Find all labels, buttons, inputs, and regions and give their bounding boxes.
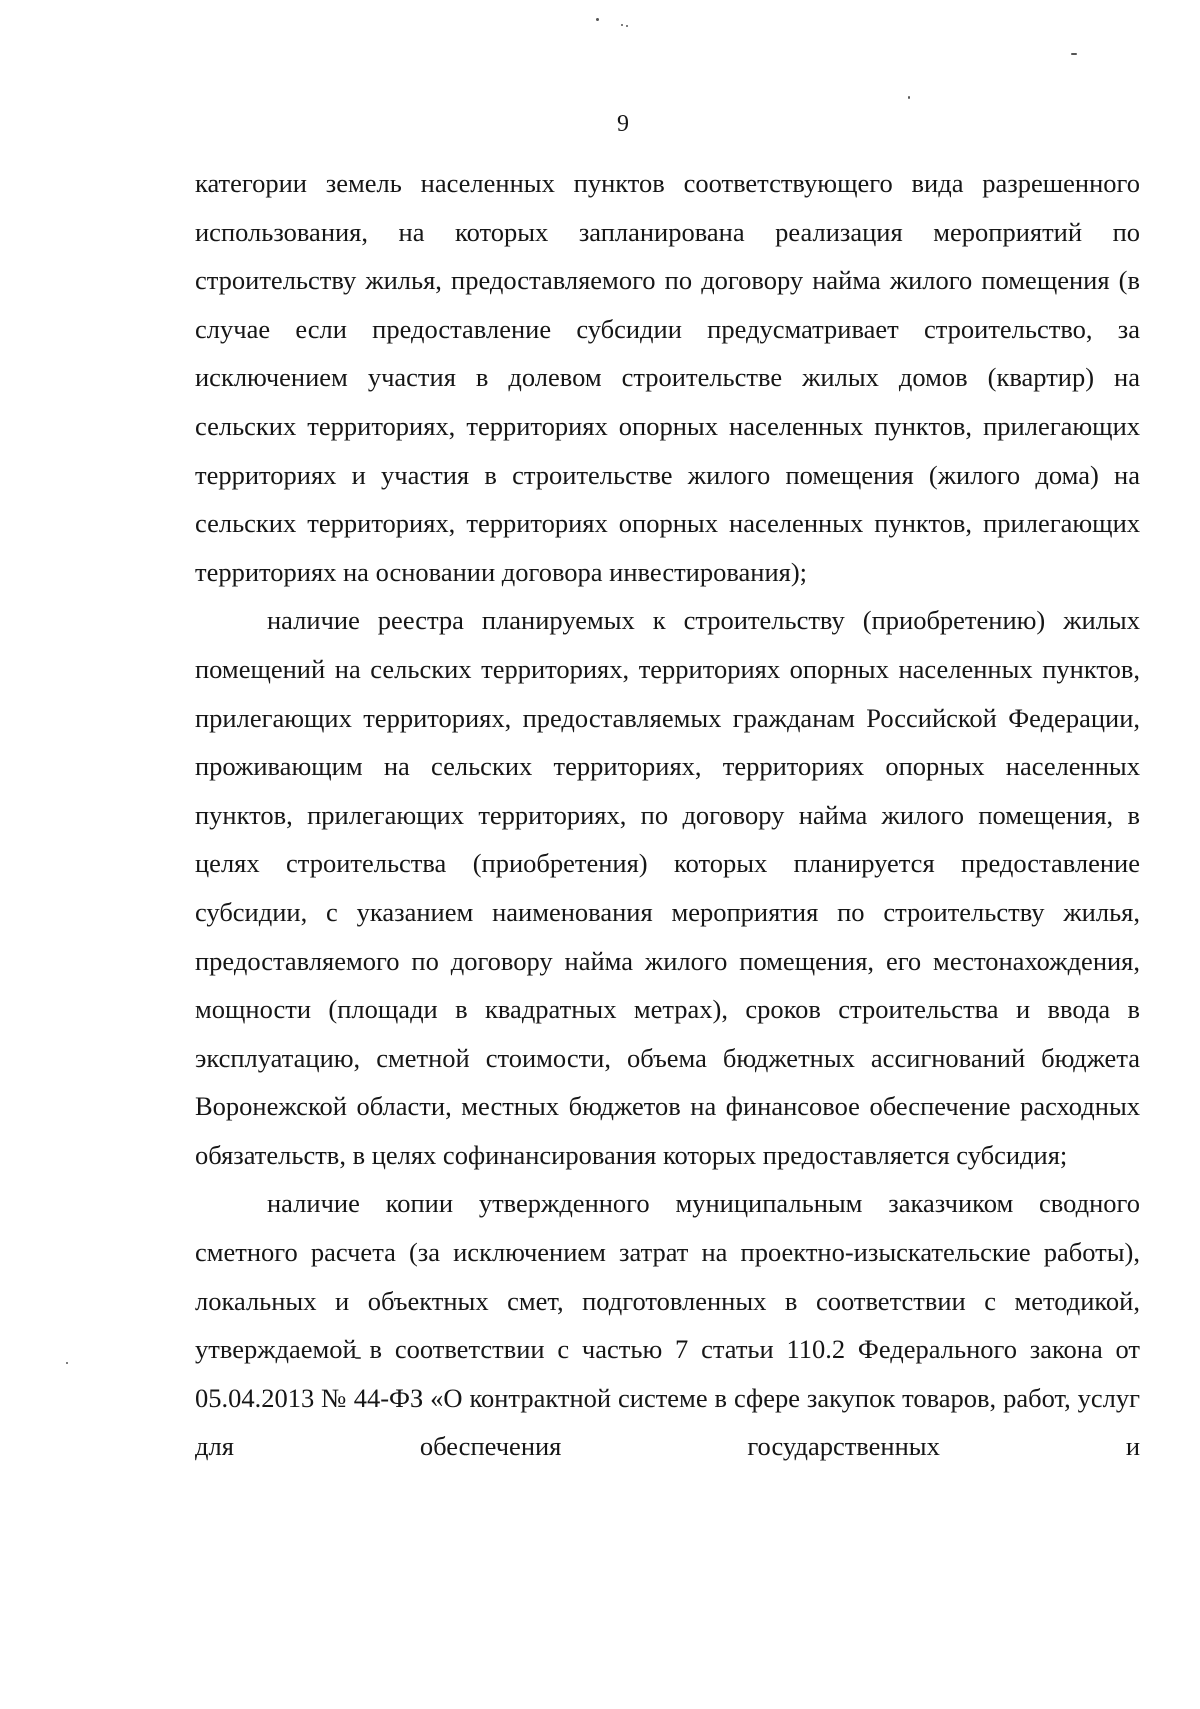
scan-speck — [626, 25, 628, 27]
scan-speck — [66, 1362, 68, 1364]
scan-speck — [908, 96, 910, 99]
paragraph-housing-registry: наличие реестра планируемых к строительству (приобретению) жилых помещений на сельских территориях, территориях опорных населенных пунктов, прилегающих территориях, предоставляемых гражданам Российской Федерации, проживающим на сельских территориях, территориях опорных населенных пунктов, прилегающих территориях, по договору найма жилого помещения, в целях строительства (приобретения) которых планируется предоставление субсидии, с указанием наименования мероприятия по строительству жилья, предоставляемого по договору найма жилого помещения, его местонахождения, мощности (площади в квадратных метрах), сроков строительства и ввода в эксплуатацию, сметной стоимости, объема бюджетных ассигнований бюджета Воронежской области, местных бюджетов на финансовое обеспечение расходных обязательств, в целях софинансирования которых предоставляется субсидия; — [195, 605, 1140, 1170]
scan-speck — [621, 24, 623, 26]
scan-speck — [1071, 53, 1077, 55]
scan-speck — [596, 18, 599, 21]
page-number: 9 — [617, 111, 629, 137]
document-body — [195, 159, 1140, 1471]
paragraph-land-category: категории земель населенных пунктов соответствующего вида разрешенного использования, на которых запланирована реализация мероприятий по строительству жилья, предоставляемого по договору найма жилого помещения (в случае если предоставление субсидии предусматривает строительство, за исключением участия в долевом строительстве жилых домов (квартир) на сельских территориях, территориях опорных населенных пунктов, прилегающих территориях и участия в строительстве жилого помещения (жилого дома) на сельских территориях, территориях опорных населенных пунктов, прилегающих территориях на основании договора инвестирования); — [195, 168, 1140, 587]
paragraph-estimate-copy: наличие копии утвержденного муниципальным заказчиком сводного сметного расчета (за исключением затрат на проектно-изыскательские работы), локальных и объектных смет, подготовленных в соответствии с методикой, утверждаемой в соответствии с частью 7 статьи 110.2 Федерального закона от 05.04.2013 № 44-ФЗ «О контрактной системе в сфере закупок товаров, работ, услуг для обеспечения государственных и — [195, 1188, 1140, 1462]
